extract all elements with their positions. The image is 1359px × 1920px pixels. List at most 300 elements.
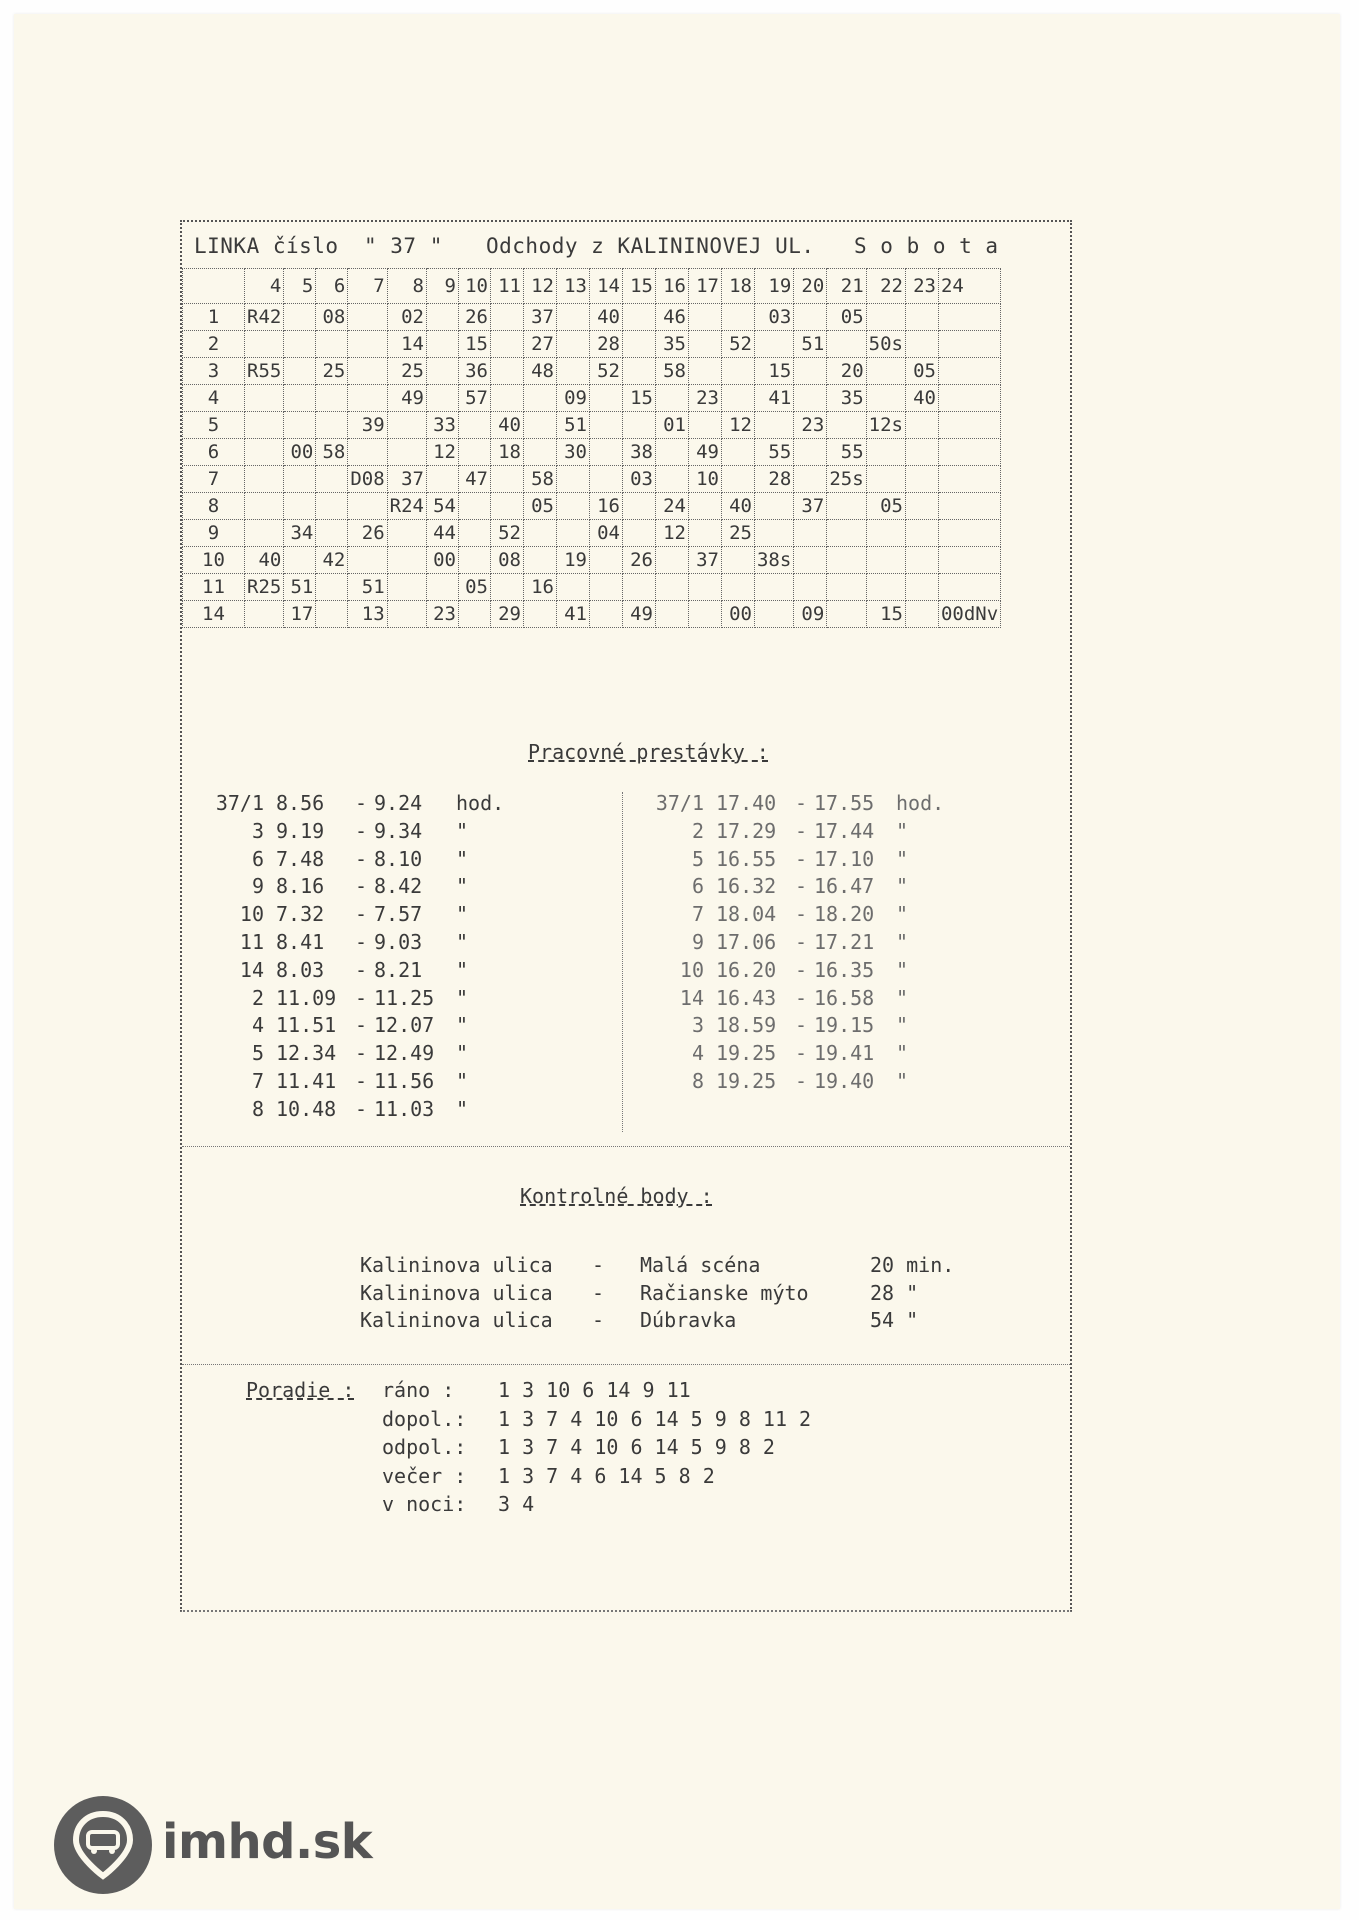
row-number-cell: 2 <box>183 331 245 358</box>
break-dash: - <box>795 1068 808 1093</box>
departure-cell <box>721 304 754 331</box>
departure-cell <box>905 304 938 331</box>
hour-header-cell: 4 <box>245 269 284 304</box>
break-row <box>652 1012 1032 1040</box>
table-row <box>183 520 1001 547</box>
row-number-cell: 3 <box>183 358 245 385</box>
hour-header-cell: 20 <box>794 269 827 304</box>
break-unit: " <box>456 1013 469 1038</box>
departure-cell <box>490 304 523 331</box>
row-number-cell: 8 <box>183 493 245 520</box>
brand-name: imhd.sk <box>162 1814 373 1870</box>
control-point-from: Kalininova ulica <box>360 1308 553 1332</box>
departure-cell <box>556 466 589 493</box>
break-dash: - <box>355 1068 368 1093</box>
break-row <box>212 985 592 1013</box>
departure-cell: 29 <box>490 601 523 628</box>
departure-cell: 05 <box>905 358 938 385</box>
departure-cell: 25 <box>316 358 348 385</box>
departure-cell <box>721 439 754 466</box>
departure-cell: 16 <box>523 574 556 601</box>
break-row <box>652 957 1032 985</box>
line-label: LINKA číslo <box>194 234 339 258</box>
break-from: 16.32 <box>716 874 777 899</box>
break-from: 19.25 <box>716 1068 777 1093</box>
break-line: 7 <box>251 1068 264 1093</box>
break-dash: - <box>355 1041 368 1066</box>
departure-cell <box>523 601 556 628</box>
break-row <box>212 1068 592 1096</box>
table-row <box>183 385 1001 412</box>
hour-header-cell: 10 <box>458 269 490 304</box>
departure-cell <box>490 493 523 520</box>
break-to: 8.42 <box>374 874 423 899</box>
departure-cell <box>938 412 1000 439</box>
control-point-to: Račianske mýto <box>640 1280 809 1305</box>
break-unit: " <box>456 1096 469 1121</box>
departure-cell <box>938 466 1000 493</box>
departure-cell <box>794 466 827 493</box>
departure-cell: 30 <box>556 439 589 466</box>
departure-cell <box>905 439 938 466</box>
break-to: 19.15 <box>814 1013 875 1038</box>
break-to: 9.24 <box>374 791 423 815</box>
table-row <box>183 466 1001 493</box>
departure-cell <box>622 574 655 601</box>
departure-cell: 02 <box>387 304 426 331</box>
break-from: 16.20 <box>716 957 777 982</box>
break-line: 37/1 <box>215 791 264 815</box>
break-unit: " <box>456 818 469 843</box>
break-unit: " <box>896 902 909 927</box>
departure-cell: 09 <box>794 601 827 628</box>
departure-cell: 26 <box>622 547 655 574</box>
departure-cell: 23 <box>426 601 458 628</box>
departure-cell: 47 <box>458 466 490 493</box>
break-to: 17.55 <box>814 791 875 815</box>
departure-cell <box>866 358 905 385</box>
departure-cell: 26 <box>458 304 490 331</box>
departure-cell: 00 <box>721 601 754 628</box>
departure-cell <box>284 493 316 520</box>
departure-cell <box>827 331 866 358</box>
break-line: 7 <box>691 902 704 927</box>
departure-cell: 17 <box>284 601 316 628</box>
departure-cell <box>794 304 827 331</box>
table-row <box>183 547 1001 574</box>
departure-cell <box>589 547 622 574</box>
break-from: 17.06 <box>716 929 777 954</box>
break-line: 4 <box>251 1013 264 1038</box>
departure-cell <box>688 574 721 601</box>
departure-cell: 23 <box>688 385 721 412</box>
departure-cell <box>426 304 458 331</box>
break-dash: - <box>795 818 808 843</box>
break-line: 8 <box>691 1068 704 1093</box>
departure-cell: 05 <box>827 304 866 331</box>
corner-cell <box>183 269 245 304</box>
break-to: 7.57 <box>374 902 423 927</box>
departure-cell <box>284 358 316 385</box>
break-row <box>212 818 592 846</box>
departure-cell <box>655 466 688 493</box>
departure-cell: 19 <box>556 547 589 574</box>
departure-cell: 37 <box>387 466 426 493</box>
order-label: v noci: <box>382 1492 467 1516</box>
break-from: 19.25 <box>716 1041 777 1066</box>
break-dash: - <box>355 791 368 815</box>
departure-cell: 00 <box>426 547 458 574</box>
break-dash: - <box>795 1041 808 1066</box>
break-unit: " <box>456 985 469 1010</box>
departure-cell: 20 <box>827 358 866 385</box>
row-number-cell: 9 <box>183 520 245 547</box>
order-value: 1 3 7 4 10 6 14 5 9 8 11 2 <box>498 1406 812 1431</box>
break-unit: " <box>456 846 469 871</box>
break-to: 9.03 <box>374 929 423 954</box>
table-row <box>183 331 1001 358</box>
order-section <box>246 1376 1006 1519</box>
departure-cell: 01 <box>655 412 688 439</box>
break-row <box>212 1012 592 1040</box>
order-value: 1 3 10 6 14 9 11 <box>498 1378 691 1402</box>
bus-pin-icon <box>54 1796 152 1894</box>
departure-cell <box>387 412 426 439</box>
departure-cell <box>348 547 387 574</box>
break-to: 11.56 <box>374 1068 435 1093</box>
departure-cell: 33 <box>426 412 458 439</box>
departure-cell <box>721 574 754 601</box>
break-line: 6 <box>251 846 264 871</box>
departure-cell <box>316 385 348 412</box>
hour-header-cell: 5 <box>284 269 316 304</box>
departure-cell <box>866 574 905 601</box>
departure-cell <box>866 466 905 493</box>
departure-cell <box>622 331 655 358</box>
departure-cell <box>556 331 589 358</box>
control-points-list <box>360 1252 1040 1335</box>
order-row <box>246 1376 1006 1405</box>
departure-cell: 49 <box>622 601 655 628</box>
table-row <box>183 601 1001 628</box>
break-dash: - <box>795 1013 808 1038</box>
breaks-divider <box>622 792 623 1132</box>
departure-cell <box>589 439 622 466</box>
control-point-from: Kalininova ulica <box>360 1253 553 1277</box>
departure-cell <box>754 412 793 439</box>
departure-cell <box>589 385 622 412</box>
break-line: 9 <box>251 874 264 899</box>
break-line: 10 <box>679 957 704 982</box>
departure-cell <box>490 385 523 412</box>
hour-header-cell: 19 <box>754 269 793 304</box>
break-dash: - <box>795 929 808 954</box>
break-line: 8 <box>251 1096 264 1121</box>
departure-cell <box>938 574 1000 601</box>
departure-cell <box>688 304 721 331</box>
order-value: 1 3 7 4 10 6 14 5 9 8 2 <box>498 1435 775 1459</box>
departure-cell: 25s <box>827 466 866 493</box>
departure-cell: 09 <box>556 385 589 412</box>
departure-cell <box>827 601 866 628</box>
control-point-to: Dúbravka <box>640 1308 737 1332</box>
departure-cell <box>938 358 1000 385</box>
departure-cell <box>655 601 688 628</box>
departure-cell <box>316 331 348 358</box>
departure-cell <box>622 493 655 520</box>
break-from: 12.34 <box>276 1041 337 1066</box>
break-unit: " <box>456 874 469 899</box>
departure-cell: 25 <box>387 358 426 385</box>
break-from: 8.56 <box>276 791 325 815</box>
departure-cell <box>794 574 827 601</box>
break-dash: - <box>795 874 808 899</box>
hour-header-cell: 12 <box>523 269 556 304</box>
departure-cell <box>490 466 523 493</box>
departure-cell: 00 <box>284 439 316 466</box>
departure-cell <box>387 601 426 628</box>
hour-header-cell: 18 <box>721 269 754 304</box>
departure-cell: 18 <box>490 439 523 466</box>
break-row <box>652 790 1032 818</box>
hour-header-cell: 23 <box>905 269 938 304</box>
hour-header-cell: 9 <box>426 269 458 304</box>
order-label: odpol.: <box>382 1435 467 1459</box>
departure-cell: 41 <box>556 601 589 628</box>
departure-cell: 16 <box>589 493 622 520</box>
departure-cell: 49 <box>688 439 721 466</box>
break-row <box>212 957 592 985</box>
departure-cell <box>622 358 655 385</box>
break-to: 11.25 <box>374 985 435 1010</box>
departure-cell <box>245 385 284 412</box>
break-line: 2 <box>691 818 704 843</box>
departure-cell: 38s <box>754 547 793 574</box>
break-to: 18.20 <box>814 902 875 927</box>
departure-cell <box>938 304 1000 331</box>
departure-cell: 51 <box>348 574 387 601</box>
departure-cell <box>866 547 905 574</box>
table-row <box>183 439 1001 466</box>
departure-cell <box>426 574 458 601</box>
table-row <box>183 358 1001 385</box>
order-row <box>246 1490 1006 1519</box>
departure-cell <box>284 385 316 412</box>
break-line: 5 <box>691 846 704 871</box>
break-line: 2 <box>251 985 264 1010</box>
departure-cell <box>794 385 827 412</box>
break-to: 12.49 <box>374 1041 435 1066</box>
departure-cell <box>458 520 490 547</box>
departure-cell: 35 <box>655 331 688 358</box>
departure-cell <box>490 574 523 601</box>
document-page <box>14 14 1340 1909</box>
break-dash: - <box>355 902 368 927</box>
departure-cell: 38 <box>622 439 655 466</box>
departure-cell: 40 <box>721 493 754 520</box>
break-from: 9.19 <box>276 818 325 843</box>
control-point-time: 54 " <box>870 1308 919 1332</box>
breaks-right-column <box>652 790 1032 1096</box>
departure-cell <box>458 493 490 520</box>
break-row <box>652 901 1032 929</box>
departure-cell <box>284 331 316 358</box>
departure-cell <box>794 520 827 547</box>
departure-cell <box>754 574 793 601</box>
departure-cell <box>316 412 348 439</box>
break-unit: " <box>896 818 909 843</box>
departure-cell <box>245 493 284 520</box>
departure-cell <box>387 520 426 547</box>
break-line: 3 <box>251 818 264 843</box>
hour-header-cell: 14 <box>589 269 622 304</box>
departure-cell <box>316 466 348 493</box>
break-unit: " <box>456 957 469 982</box>
departure-cell <box>245 601 284 628</box>
departure-cell <box>938 520 1000 547</box>
departure-cell <box>794 547 827 574</box>
departure-cell: R55 <box>245 358 284 385</box>
break-row <box>212 846 592 874</box>
break-from: 11.41 <box>276 1068 337 1093</box>
departure-cell: 28 <box>754 466 793 493</box>
departure-cell <box>458 439 490 466</box>
break-unit: " <box>896 1013 909 1038</box>
departure-cell <box>316 574 348 601</box>
break-dash: - <box>355 818 368 843</box>
break-from: 8.41 <box>276 929 325 954</box>
departure-cell: D08 <box>348 466 387 493</box>
departure-cell <box>426 385 458 412</box>
break-to: 16.35 <box>814 957 875 982</box>
control-point-dash: - <box>592 1253 605 1277</box>
departure-cell: 05 <box>458 574 490 601</box>
departure-cell: 15 <box>622 385 655 412</box>
break-from: 11.09 <box>276 985 337 1010</box>
break-dash: - <box>795 791 808 815</box>
break-from: 18.59 <box>716 1013 777 1038</box>
departure-cell <box>655 385 688 412</box>
departure-cell <box>905 574 938 601</box>
departure-cell: 55 <box>754 439 793 466</box>
departure-cell: 48 <box>523 358 556 385</box>
departure-cell: 46 <box>655 304 688 331</box>
departure-cell: 00dNv <box>938 601 1000 628</box>
break-dash: - <box>355 985 368 1010</box>
departure-cell: 51 <box>556 412 589 439</box>
departure-cell <box>316 493 348 520</box>
departure-cell: 04 <box>589 520 622 547</box>
departure-cell <box>426 331 458 358</box>
hour-header-cell: 15 <box>622 269 655 304</box>
departure-cell <box>490 358 523 385</box>
departure-cell <box>589 466 622 493</box>
departure-cell: 51 <box>794 331 827 358</box>
departure-cell: 37 <box>523 304 556 331</box>
departure-cell <box>905 601 938 628</box>
departure-cell <box>387 439 426 466</box>
departure-cell <box>938 547 1000 574</box>
break-from: 18.04 <box>716 902 777 927</box>
departure-cell <box>905 466 938 493</box>
departure-cell <box>866 520 905 547</box>
break-from: 7.32 <box>276 902 325 927</box>
hour-header-cell: 8 <box>387 269 426 304</box>
watermark-logo <box>54 1796 374 1896</box>
departure-cell <box>387 547 426 574</box>
departure-cell <box>556 574 589 601</box>
departure-cell <box>688 358 721 385</box>
departure-cell <box>938 493 1000 520</box>
departure-cell: 12 <box>721 412 754 439</box>
departure-cell <box>556 304 589 331</box>
row-number-cell: 7 <box>183 466 245 493</box>
departure-cell: 12 <box>426 439 458 466</box>
break-unit: " <box>456 1041 469 1066</box>
timetable-header <box>194 234 1054 260</box>
departure-cell <box>426 358 458 385</box>
hour-header-cell: 13 <box>556 269 589 304</box>
departure-cell <box>866 439 905 466</box>
departure-cell: 35 <box>827 385 866 412</box>
break-row <box>212 929 592 957</box>
hours-header-row <box>183 269 1001 304</box>
day-label: S o b o t a <box>854 234 999 258</box>
break-to: 12.07 <box>374 1013 435 1038</box>
departure-grid <box>182 268 1001 628</box>
break-row <box>212 1040 592 1068</box>
departure-cell <box>622 520 655 547</box>
break-line: 14 <box>679 985 704 1010</box>
departure-cell <box>827 547 866 574</box>
departure-cell <box>284 412 316 439</box>
departure-cell <box>348 385 387 412</box>
departure-cell: 58 <box>316 439 348 466</box>
departure-cell <box>721 547 754 574</box>
control-point-time: 20 min. <box>870 1253 955 1277</box>
control-point-row <box>360 1252 1040 1280</box>
departure-cell: 08 <box>316 304 348 331</box>
departure-cell: 37 <box>688 547 721 574</box>
departure-cell <box>348 439 387 466</box>
departure-cell: 41 <box>754 385 793 412</box>
departure-cell: 15 <box>754 358 793 385</box>
departure-cell: 26 <box>348 520 387 547</box>
departure-cell <box>827 574 866 601</box>
departure-cell <box>754 493 793 520</box>
departure-cell <box>284 547 316 574</box>
departure-cell <box>655 547 688 574</box>
break-dash: - <box>795 902 808 927</box>
break-line: 6 <box>691 874 704 899</box>
break-to: 16.58 <box>814 985 875 1010</box>
break-row <box>652 985 1032 1013</box>
departure-cell <box>556 493 589 520</box>
departure-cell: 55 <box>827 439 866 466</box>
departure-cell <box>458 412 490 439</box>
order-row <box>246 1433 1006 1462</box>
departure-cell: 05 <box>866 493 905 520</box>
departure-cell <box>245 466 284 493</box>
order-row <box>246 1462 1006 1491</box>
break-unit: " <box>896 985 909 1010</box>
breaks-left-column <box>212 790 592 1124</box>
control-point-dash: - <box>592 1308 605 1332</box>
hour-header-cell: 24 <box>938 269 1000 304</box>
departure-cell <box>938 439 1000 466</box>
departure-cell <box>905 493 938 520</box>
departure-cell: 24 <box>655 493 688 520</box>
